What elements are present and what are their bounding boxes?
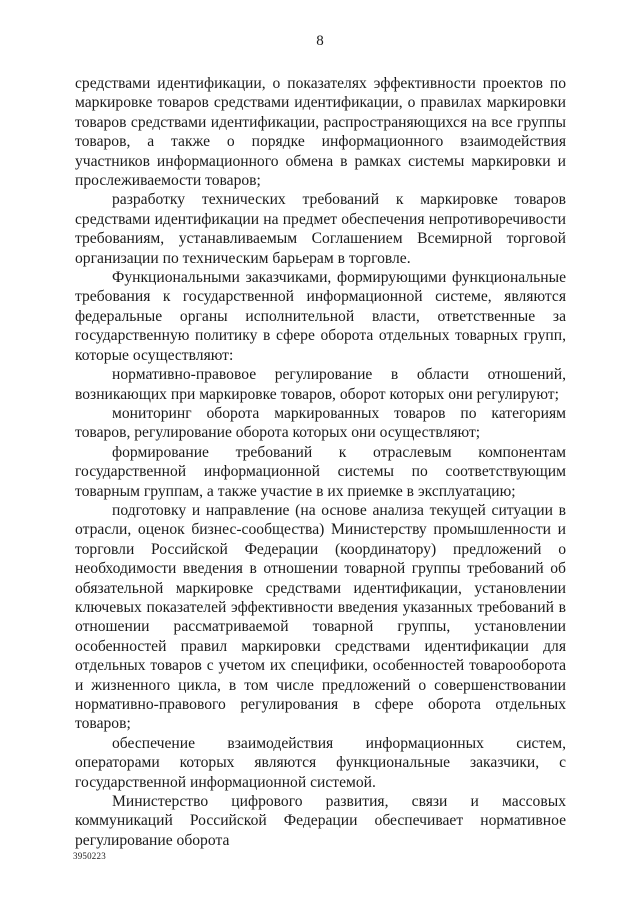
paragraph-continuation: средствами идентификации, о показателях эффективности проектов по маркировке товаров средствами идентификации, о правилах маркировки товаров средствами идентификации, распространяющихся на все группы товаров, а также о порядке информационного взаимодействия участников информационного обмена в рамках системы маркировки и прослеживаемости товаров;	[75, 75, 566, 190]
paragraph: нормативно-правовое регулирование в области отношений, возникающих при маркировке товаров, оборот которых они регулируют;	[75, 366, 566, 403]
page-number: 8	[316, 33, 324, 49]
paragraph: разработку технических требований к маркировке товаров средствами идентификации на предмет обеспечения непротиворечивости требованиям, устанавливаемым Соглашением Всемирной торговой организации по техническим барьерам в торговле.	[75, 191, 566, 267]
paragraph: Министерство цифрового развития, связи и массовых коммуникаций Российской Федерации обеспечивает нормативное регулирование оборота	[75, 793, 566, 849]
paragraph: подготовку и направление (на основе анализа текущей ситуации в отрасли, оценок бизнес-сообщества) Министерству промышленности и торговли Российской Федерации (координатору) предложений о необходимости введения в отношении товарной группы требований об обязательной маркировке средствами идентификации, установлении ключевых показателей эффективности введения указанных требований в отношении рассматриваемой товарной группы, установлении особенностей правил маркировки средствами идентификации для отдельных товаров с учетом их специфики, особенностей товарооборота и жизненного цикла, в том числе предложений о совершенствовании нормативно-правового регулирования в сфере оборота отдельных товаров;	[75, 501, 566, 733]
paragraph: Функциональными заказчиками, формирующими функциональные требования к государственной информационной системе, являются федеральные органы исполнительной власти, ответственные за государственную политику в сфере оборота отдельных товарных групп, которые осуществляют:	[75, 269, 566, 364]
document-body	[75, 74, 566, 850]
paragraph: формирование требований к отраслевым компонентам государственной информационной системы по соответствующим товарным группам, а также участие в их приемке в эксплуатацию;	[75, 443, 566, 500]
document-code: 3950223	[73, 851, 106, 861]
paragraph: обеспечение взаимодействия информационных систем, операторами которых являются функциональные заказчики, с государственной информационной системой.	[75, 734, 566, 791]
paragraph: мониторинг оборота маркированных товаров по категориям товаров, регулирование оборота которых они осуществляют;	[75, 404, 566, 442]
